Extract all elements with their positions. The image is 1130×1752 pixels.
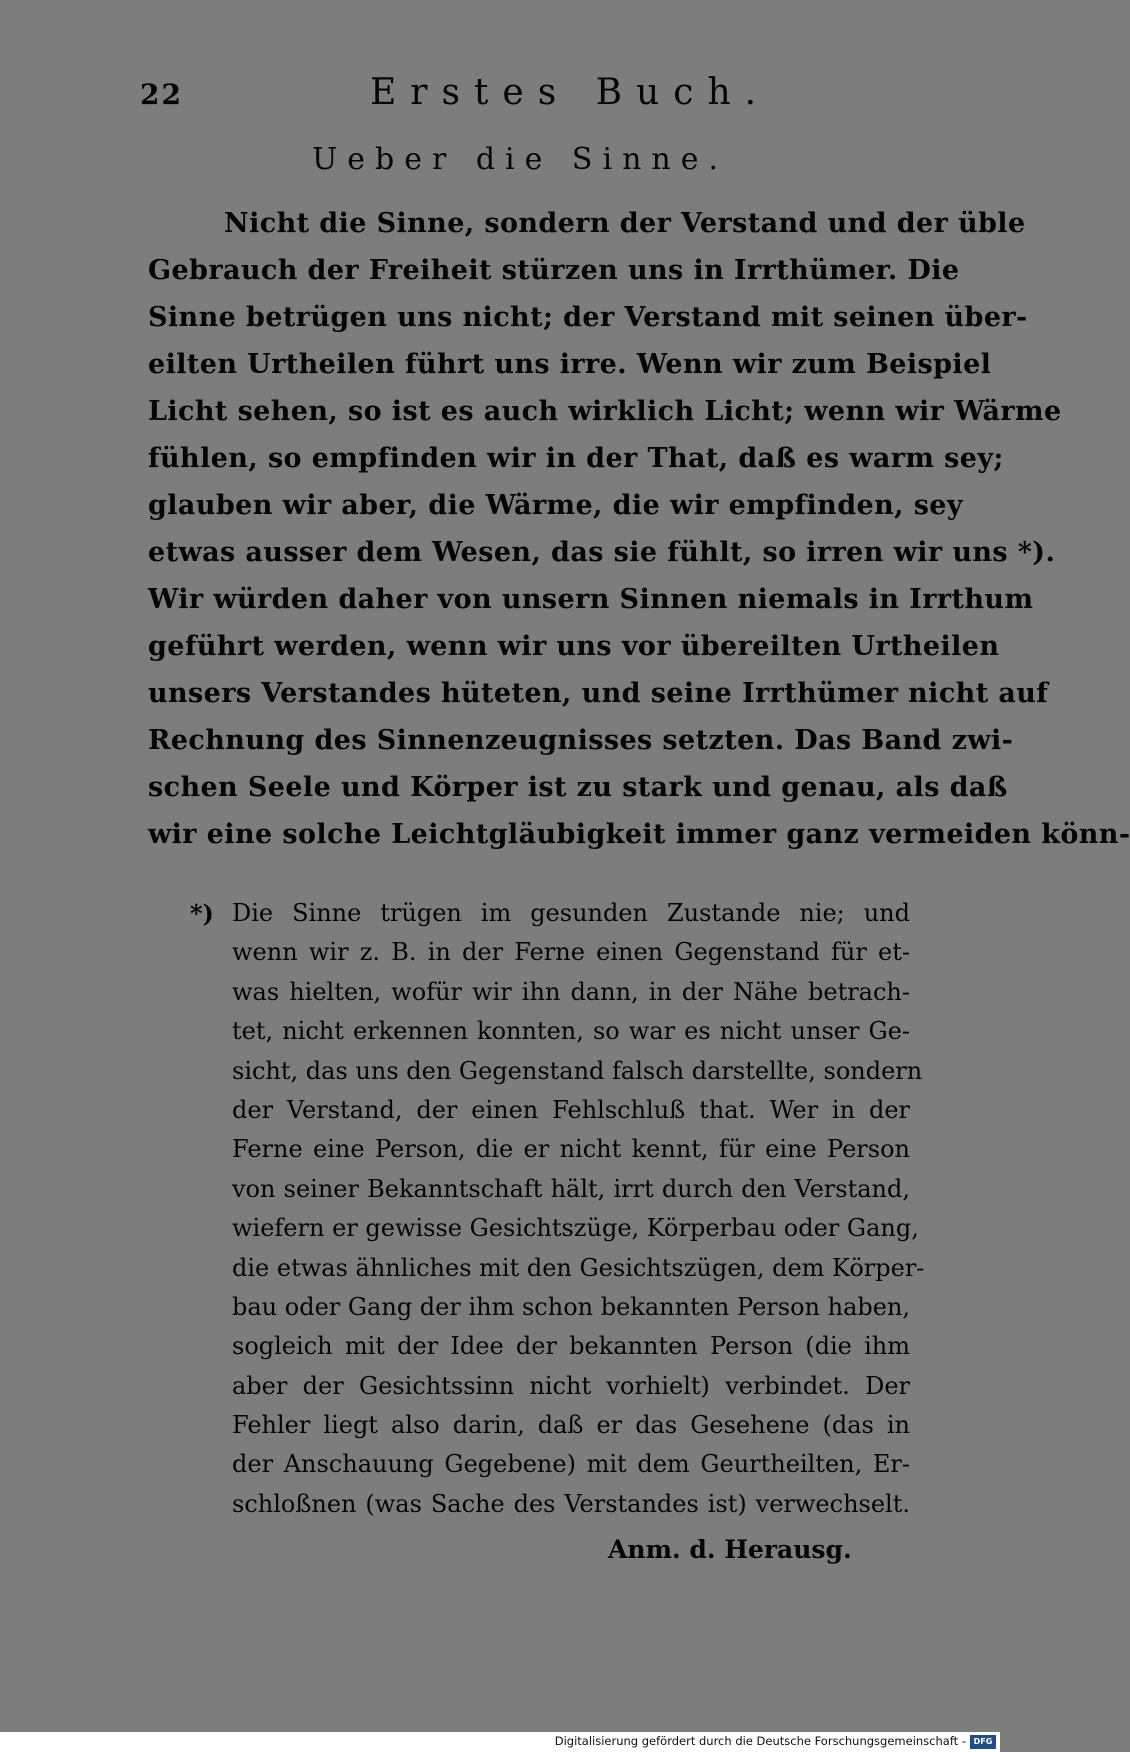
main-text-line: eilten Urtheilen führt uns irre. Wenn wir zum Beispiel <box>148 349 992 380</box>
running-title: Erstes Buch. <box>370 72 771 113</box>
dfg-logo-icon: DFG <box>970 1735 996 1749</box>
main-text-line: Licht sehen, so ist es auch wirklich Licht; wenn wir Wärme <box>148 396 1062 427</box>
footnote-line: bau oder Gang der ihm schon bekannten Person haben, <box>232 1292 911 1321</box>
footnote-line: wiefern er gewisse Gesichtszüge, Körperbau oder Gang, <box>232 1214 919 1243</box>
footnote-line: Fehler liegt also darin, daß er das Gesehene (das in <box>232 1411 910 1440</box>
footnote-line: was hielten, wofür wir ihn dann, in der Nähe betrach- <box>232 977 910 1006</box>
main-text-line: glauben wir aber, die Wärme, die wir empfinden, sey <box>148 490 963 521</box>
footnote-line: der Anschauung Gegebene) mit dem Geurtheilten, Er- <box>232 1450 910 1479</box>
page-number: 22 <box>140 78 183 111</box>
footnote-line: der Verstand, der einen Fehlschluß that. Wer in der <box>232 1095 910 1124</box>
footnote-line: von seiner Bekanntschaft hält, irrt durch den Verstand, <box>232 1174 910 1203</box>
footnote-line: die etwas ähnliches mit den Gesichtszügen, dem Körper- <box>232 1253 925 1282</box>
footnote-line-text: Die Sinne trügen im gesunden Zustande nie; und <box>232 899 910 927</box>
footnote-line: wenn wir z. B. in der Ferne einen Gegenstand für et- <box>232 938 910 967</box>
main-text-line: Wir würden daher von unsern Sinnen niemals in Irrthum <box>148 584 1034 615</box>
main-text-line: Rechnung des Sinnenzeugnisses setzten. Das Band zwi- <box>148 725 1014 756</box>
footnote-line: schloßnen (was Sache des Verstandes ist) verwechselt. <box>232 1489 910 1518</box>
main-text-line: schen Seele und Körper ist zu stark und genau, als daß <box>148 772 1008 803</box>
main-text-line: geführt werden, wenn wir uns vor übereilten Urtheilen <box>148 631 1000 662</box>
footnote-block <box>190 894 925 1524</box>
section-heading: Ueber die Sinne. <box>311 142 729 177</box>
footnote-line: sogleich mit der Idee der bekannten Person (die ihm <box>232 1332 910 1361</box>
footnote-line: aber der Gesichtssinn nicht vorhielt) verbindet. Der <box>232 1371 910 1400</box>
main-text-block <box>148 200 1130 858</box>
main-text-line: unsers Verstandes hüteten, und seine Irrthümer nicht auf <box>148 678 1049 709</box>
main-text-line: etwas ausser dem Wesen, das sie fühlt, so irren wir uns *). <box>148 537 1056 568</box>
page-header <box>140 72 910 122</box>
main-text-line: fühlen, so empfinden wir in der That, daß es warm sey; <box>148 443 1004 474</box>
main-text-line: wir eine solche Leichtgläubigkeit immer ganz vermeiden könn- <box>148 819 1130 850</box>
footnote-line: tet, nicht erkennen konnten, so war es nicht unser Ge- <box>232 1017 910 1046</box>
main-text-line: Gebrauch der Freiheit stürzen uns in Irrthümer. Die <box>148 255 960 286</box>
credit-text: Digitalisierung gefördert durch die Deutsche Forschungsgemeinschaft - <box>554 1734 966 1748</box>
editor-annotation: Anm. d. Herausg. <box>608 1535 852 1564</box>
footnote-line: Ferne eine Person, die er nicht kennt, für eine Person <box>232 1135 910 1164</box>
footnote-line <box>190 894 910 933</box>
footnote-marker: *) <box>190 899 214 928</box>
footnote-line: sicht, das uns den Gegenstand falsch darstellte, sondern <box>232 1056 923 1085</box>
main-text-line: Nicht die Sinne, sondern der Verstand und der üble <box>224 208 1026 239</box>
digitization-credit-bar <box>0 1732 1000 1752</box>
main-text-line: Sinne betrügen uns nicht; der Verstand mit seinen über- <box>148 302 1028 333</box>
